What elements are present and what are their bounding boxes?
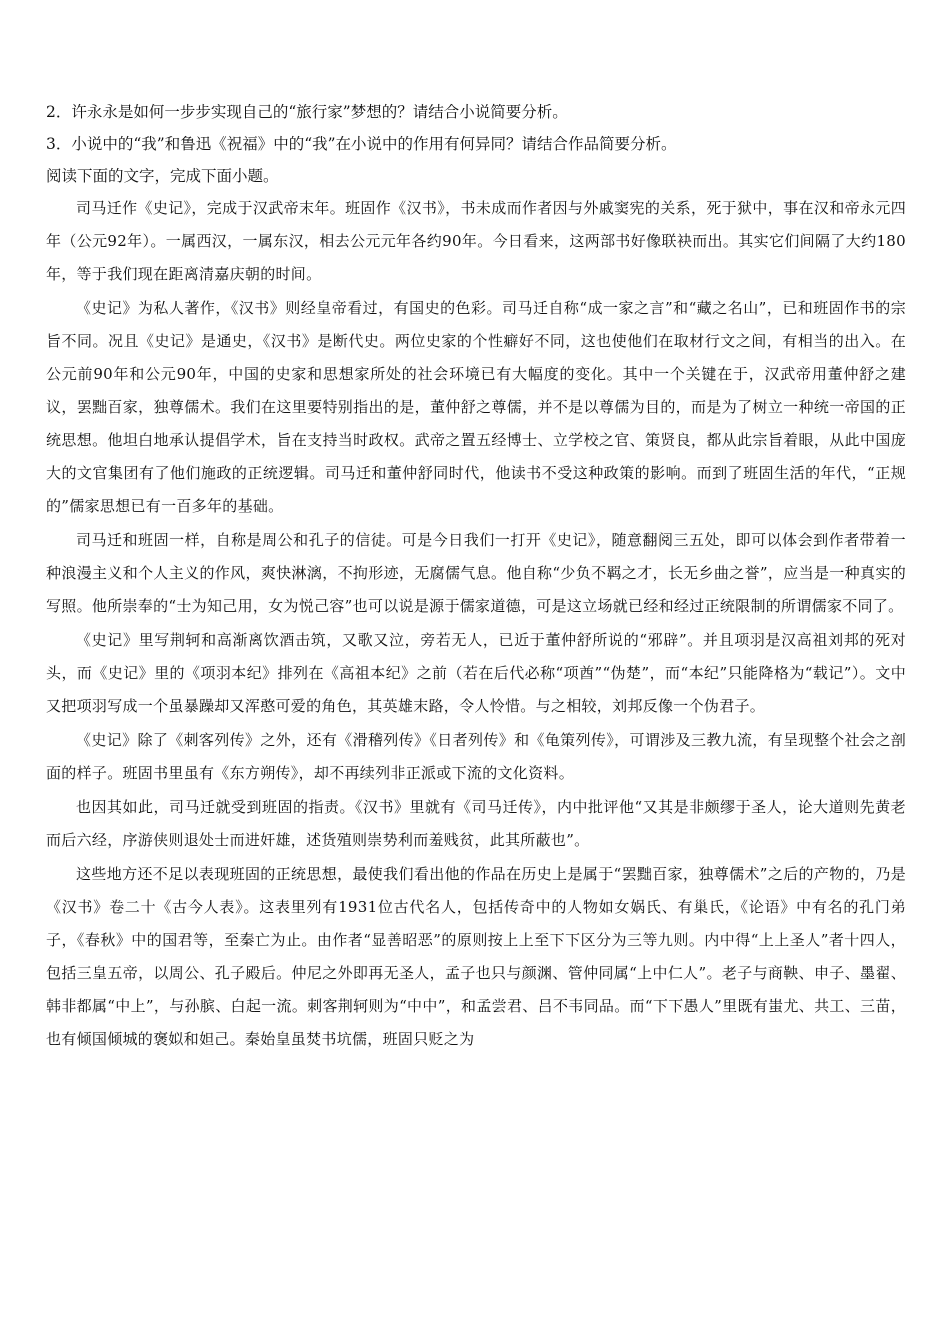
paragraph-2: 《史记》为私人著作，《汉书》则经皇帝看过，有国史的色彩。司马迁自称“成一家之言”和“藏之名山”，已和班固作书的宗旨不同。况且《史记》是通史，《汉书》是断代史。两位史家的个性癖好不同，这也使他们在取材行文之间，有相当的出入。在公元前90年和公元90年，中国的史家和思想家所处的社会环境已有大幅度的变化。其中一个关键在于，汉武帝用董仲舒之建议，罢黜百家，独尊儒术。我们在这里要特别指出的是，董仲舒之尊儒，并不是以尊儒为目的，而是为了树立一种统一帝国的正统思想。他坦白地承认提倡学术，旨在支持当时政权。武帝之置五经博士、立学校之官、策贤良，都从此宗旨着眼，从此中国庞大的文官集团有了他们施政的正统逻辑。司马迁和董仲舒同时代，他读书不受这种政策的影响。而到了班固生活的年代，“正规的”儒家思想已有一百多年的基础。 bbox=[46, 299, 906, 515]
question-3: 3．小说中的“我”和鲁迅《祝福》中的“我”在小说中的作用有何异同？请结合作品简要分析。 bbox=[46, 135, 677, 153]
paragraph-4: 《史记》里写荆轲和高渐离饮酒击筑，又歌又泣，旁若无人，已近于董仲舒所说的“邪辟”。并且项羽是汉高祖刘邦的死对头，而《史记》里的《项羽本纪》排列在《高祖本纪》之前（若在后代必称“项酋”“伪楚”，而“本纪”只能降格为“载记”）。文中又把项羽写成一个虽暴躁却又浑憨可爱的角色，其英雄末路，令人怜惜。与之相较，刘邦反像一个伪君子。 bbox=[46, 631, 906, 715]
paragraph-3: 司马迁和班固一样，自称是周公和孔子的信徒。可是今日我们一打开《史记》，随意翻阅三五处，即可以体会到作者带着一种浪漫主义和个人主义的作风，爽快淋漓，不拘形迹，无腐儒气息。他自称“少负不羁之才，长无乡曲之誉”，应当是一种真实的写照。他所崇奉的“士为知己用，女为悦己容”也可以说是源于儒家道德，可是这立场就已经和经过正统限制的所谓儒家不同了。 bbox=[46, 531, 906, 615]
paragraph-1: 司马迁作《史记》，完成于汉武帝末年。班固作《汉书》，书未成而作者因与外戚窦宪的关系，死于狱中，事在汉和帝永元四年（公元92年）。一属西汉，一属东汉，相去公元元年各约90年。今日看来，这两部书好像联袂而出。其实它们间隔了大约180年，等于我们现在距离清嘉庆朝的时间。 bbox=[46, 199, 906, 283]
paragraph-6: 也因其如此，司马迁就受到班固的指责。《汉书》里就有《司马迁传》，内中批评他“又其是非颇缪于圣人，论大道则先黄老而后六经，序游侠则退处士而进奸雄，述货殖则崇势利而羞贱贫，此其所蔽也”。 bbox=[46, 798, 906, 849]
reading-instruction: 阅读下面的文字，完成下面小题。 bbox=[46, 167, 279, 185]
paragraph-5: 《史记》除了《刺客列传》之外，还有《滑稽列传》《日者列传》和《龟策列传》，可谓涉及三教九流，有呈现整个社会之剖面的样子。班固书里虽有《东方朔传》，却不再续列非正派或下流的文化资料。 bbox=[46, 731, 906, 782]
question-2: 2．许永永是如何一步步实现自己的“旅行家”梦想的？请结合小说简要分析。 bbox=[46, 103, 568, 121]
document-page bbox=[46, 96, 906, 1057]
paragraph-7: 这些地方还不足以表现班固的正统思想，最使我们看出他的作品在历史上是属于“罢黜百家，独尊儒术”之后的产物的，乃是《汉书》卷二十《古今人表》。这表里列有1931位古代名人，包括传奇中的人物如女娲氏、有巢氏，《论语》中有名的孔门弟子，《春秋》中的国君等，至秦亡为止。由作者“显善昭恶”的原则按上上至下下区分为三等九则。内中得“上上圣人”者十四人，包括三皇五帝，以周公、孔子殿后。仲尼之外即再无圣人，孟子也只与颜渊、管仲同属“上中仁人”。老子与商鞅、申子、墨翟、韩非都属“中上”，与孙膑、白起一流。刺客荆轲则为“中中”，和孟尝君、吕不韦同品。而“下下愚人”里既有蚩尤、共工、三苗，也有倾国倾城的褒姒和妲己。秦始皇虽焚书坑儒，班固只贬之为 bbox=[46, 865, 906, 1048]
